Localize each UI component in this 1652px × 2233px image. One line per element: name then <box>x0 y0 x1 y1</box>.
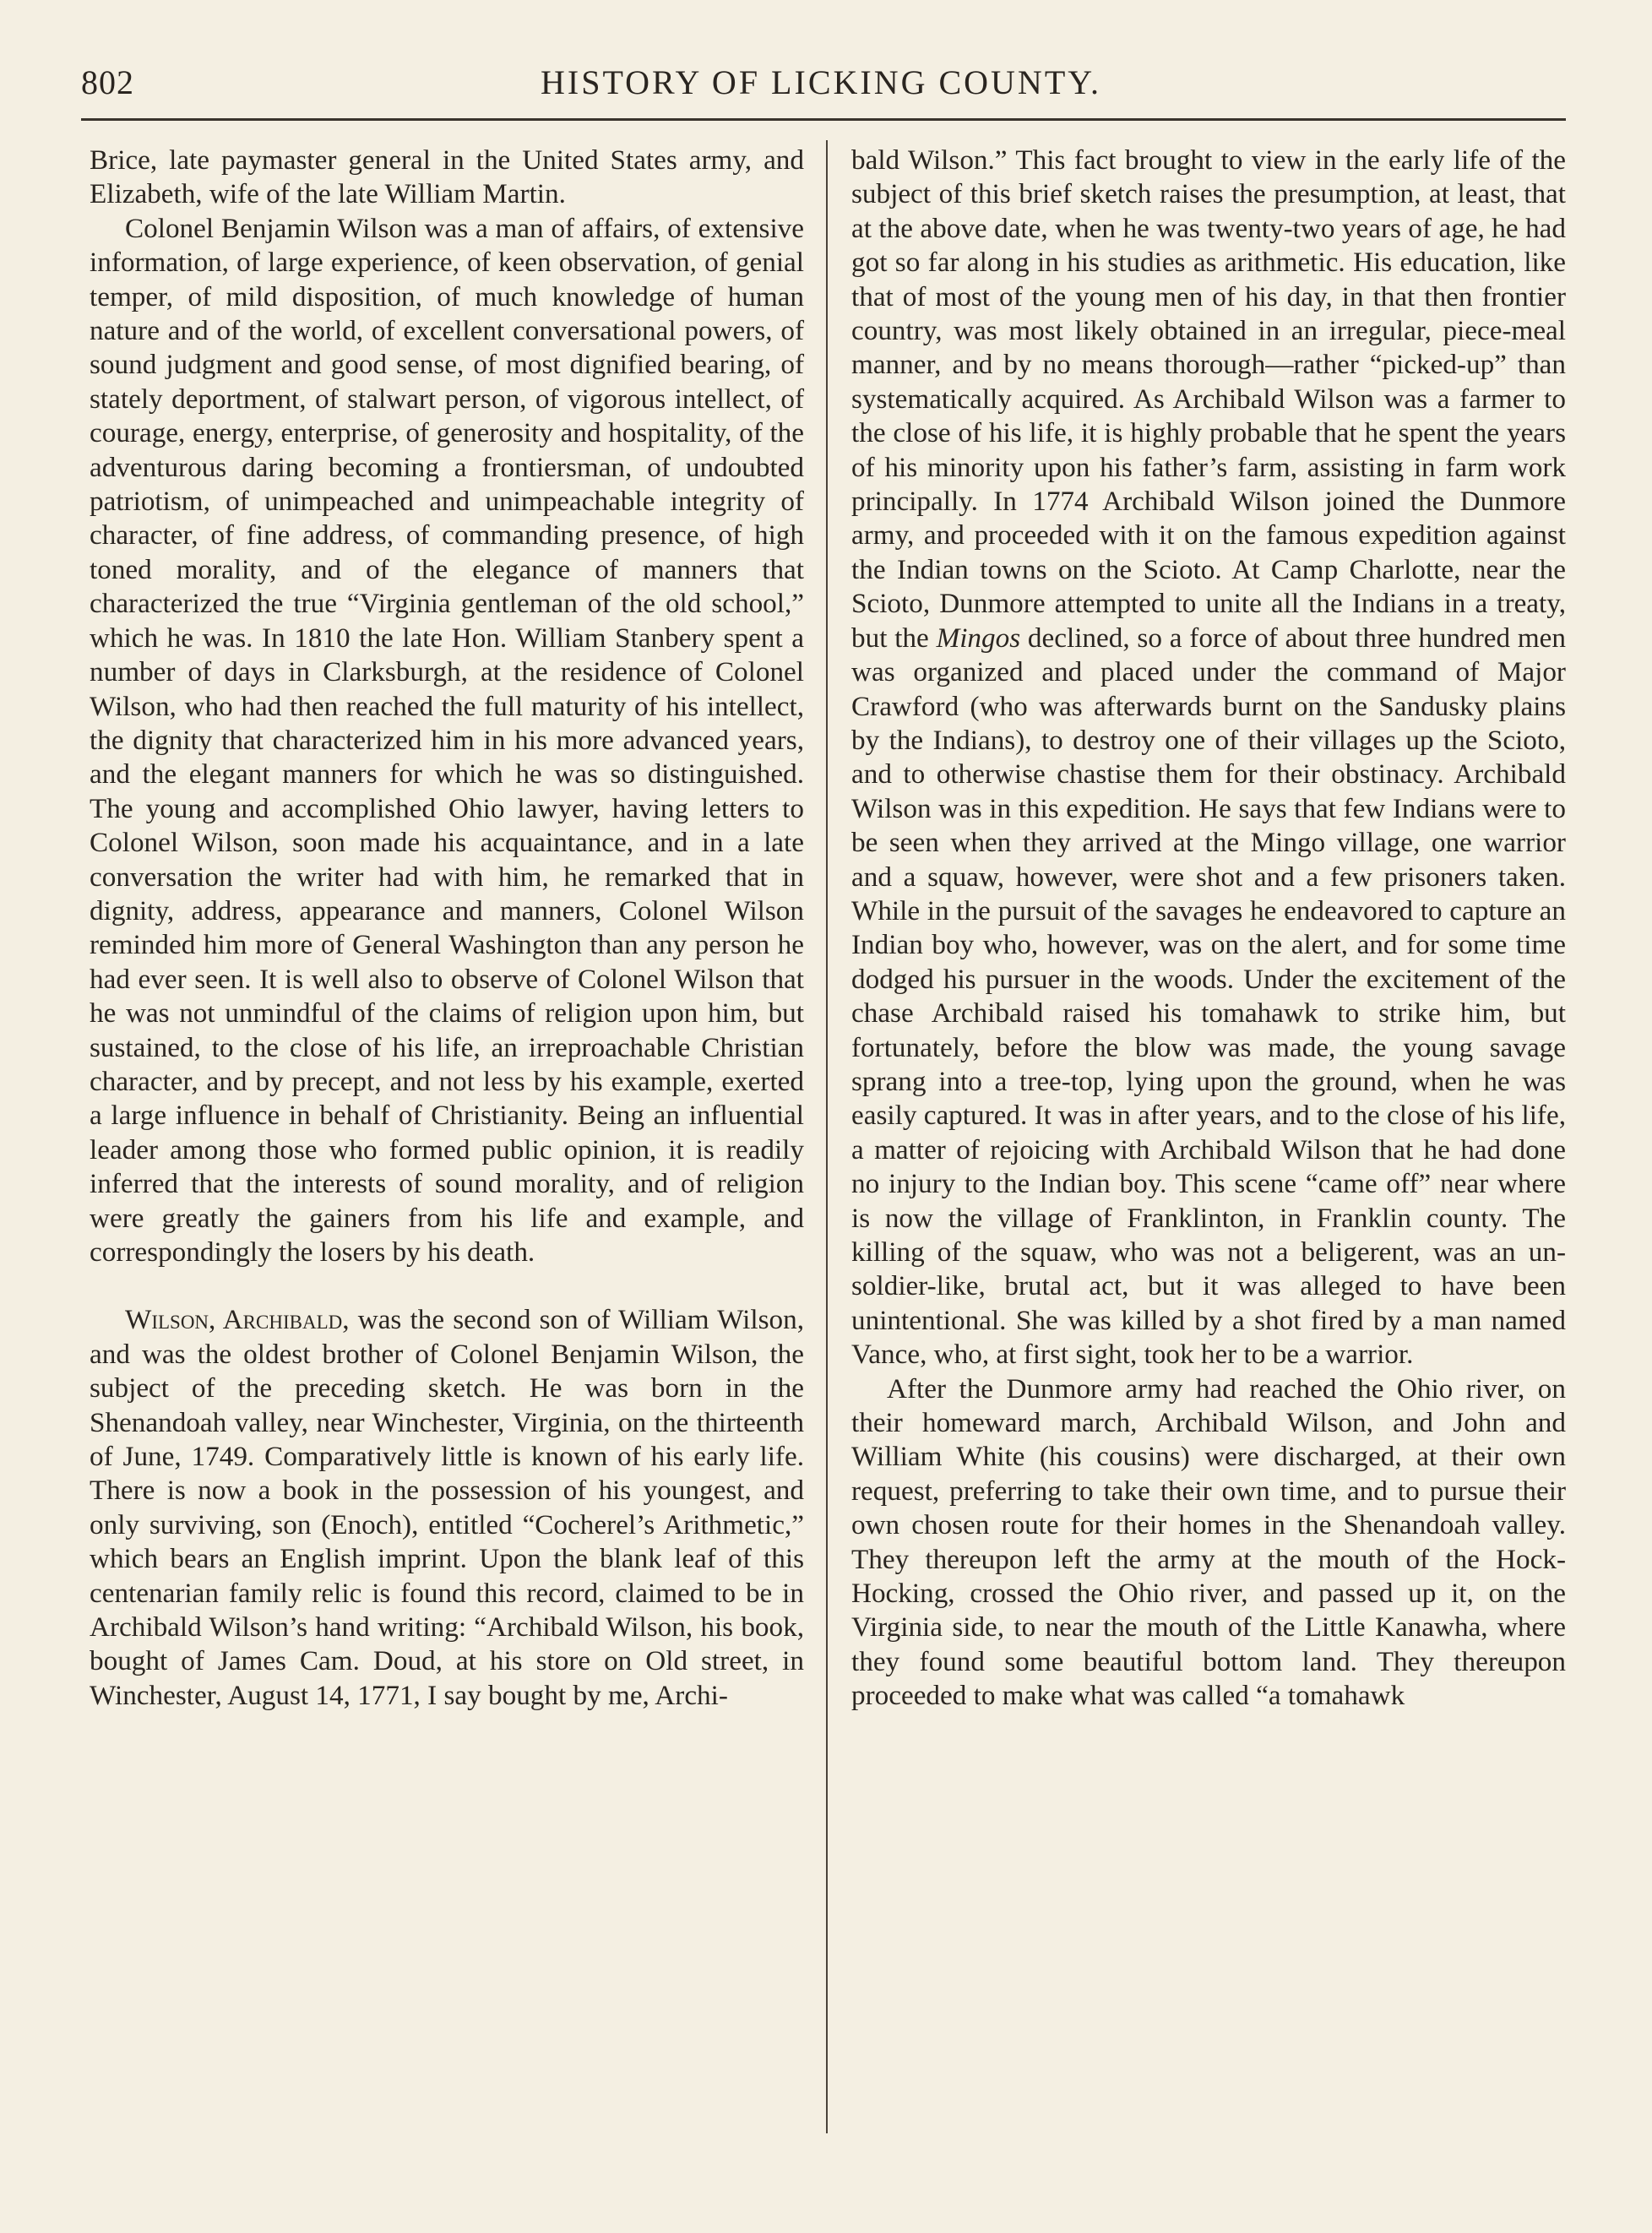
column-divider <box>826 140 828 2133</box>
section-spacer <box>90 1269 804 1303</box>
page-header <box>81 62 1561 113</box>
paragraph-continuation: Brice, late paymaster general in the United States army, and Elizabeth, wife of the late William Martin. <box>90 144 804 210</box>
entry-text: was the second son of William Wilson, and was the oldest brother of Colonel Benjamin Wilson, the subject of the preceding sketch. He was born in the Shenandoah valley, near Winchester, Virginia, on the thirteenth of June, 1749. Comparatively little is known of his early life. There is now a book in the possession of his youngest, and only surviving, son (Enoch), entitled “Cocherel’s Arithmetic,” which bears an English imprint. Upon the blank leaf of this centenarian family relic is found this record, claimed to be in Archibald Wilson’s hand writing: “Archibald Wilson, his book, bought of James Cam. Doud, at his store on Old street, in Winchester, August 14, 1771, I say bought by me, Archi- <box>90 1304 804 1711</box>
header-rule <box>81 118 1566 121</box>
paragraph-archibald-wilson-intro <box>90 1303 804 1713</box>
italic-term-mingos: Mingos <box>936 622 1021 654</box>
paragraph-benjamin-wilson-character: Colonel Benjamin Wilson was a man of affairs, of extensive information, of large experience, of keen observation, of genial temper, of mild disposition, of much knowledge of human nature and of the world, of excellent conversational powers, of sound judgment and good sense, of most dignified bearing, of stately deportment, of stalwart person, of vigorous intellect, of courage, energy, enterprise, of generosity and hospitality, of the adventurous daring becoming a frontiersman, of undoubted patriotism, of unimpeached and unimpeachable integrity of character, of fine address, of commanding presence, of high toned morality, and of the elegance of manners that characterized the true “Virginia gentleman of the old school,” which he was. In 1810 the late Hon. William Stanbery spent a number of days in Clarksburgh, at the residence of Colonel Wilson, who had then reached the full maturity of his intellect, the dignity that characterized him in his more advanced years, and the elegant manners for which he was so distinguished. The young and accomplished Ohio lawyer, having letters to Colonel Wilson, soon made his acquaintance, and in a late conversation the writer had with him, he remarked that in dignity, address, appearance and manners, Colonel Wilson reminded him more of General Washington than any person he had ever seen. It is well also to observe of Colonel Wilson that he was not unmindful of the claims of religion upon him, but sustained, to the close of his life, an irreproachable Christian character, and by precept, and not less by his example, exerted a large influence in behalf of Christianity. Being an influential leader among those who formed public opinion, it is readily inferred that the interests of sound morality, and of religion were greatly the gainers from his life and example, and correspondingly the losers by his death. <box>90 212 804 1268</box>
running-title: HISTORY OF LICKING COUNTY. <box>541 63 1101 101</box>
paragraph-text-end: declined, so a force of about three hundred men was organized and placed under the command of Major Crawford (who was afterwards burnt on the Sandusky plains by the Indians), to destroy one of their villages up the Scioto, and to otherwise chastise them for their obstinacy. Archibald Wilson was in this expedition. He says that few Indians were to be seen when they arrived at the Mingo village, one warrior and a squaw, however, were shot and a few prisoners taken. While in the pursuit of the savages he endeavored to capture an Indian boy who, however, was on the alert, and for some time dodged his pursuer in the woods. Under the excitement of the chase Archibald raised his tomahawk to strike him, but fortunately, before the blow was made, the young savage sprang into a tree-top, lying upon the ground, when he was easily captured. It was in after years, and to the close of his life, a matter of rejoicing with Archibald Wilson that he had done no injury to the Indian boy. This scene “came off” near where is now the village of Franklinton, in Franklin county. The killing of the squaw, who was not a beligerent, was an un-soldier-like, brutal act, but it was alleged to have been unintentional. She was killed by a shot fired by a man named Vance, who, at first sight, took her to be a warrior. <box>851 622 1567 1371</box>
entry-name-archibald-wilson: Wilson, Archibald, <box>125 1304 350 1336</box>
paragraph-archibald-education <box>851 144 1566 1372</box>
paragraph-dunmore-army-return: After the Dunmore army had reached the Ohio river, on their homeward march, Archibald Wilson, and John and William White (his cousins) were discharged, at their own request, preferring to take their own time, and to pursue their own chosen route for their homes in the Shenandoah valley. They thereupon left the army at the mouth of the Hock-Hocking, crossed the Ohio river, and passed up it, on the Virginia side, to near the mouth of the Little Kanawha, where they found some beautiful bottom land. They thereupon proceeded to make what was called “a tomahawk <box>851 1372 1566 1712</box>
page-number: 802 <box>81 63 134 101</box>
right-column <box>851 144 1566 1714</box>
paragraph-text-start: bald Wilson.” This fact brought to view in the early life of the subject of this brief sketch raises the presumption, at least, that at the above date, when he was twenty-two years of age, he had got so far along in his studies as arithmetic. His education, like that of most of the young men of his day, in that then frontier country, was most likely obtained in an irregular, piece-meal manner, and by no means thorough—rather “picked-up” than systematically acquired. As Archibald Wilson was a farmer to the close of his life, it is highly probable that he spent the years of his minority upon his father’s farm, assisting in farm work principally. In 1774 Archibald Wilson joined the Dunmore army, and proceeded with it on the famous expedition against the Indian towns on the Scioto. At Camp Charlotte, near the Scioto, Dunmore attempted to unite all the Indians in a treaty, but the <box>851 144 1566 654</box>
left-column <box>90 144 804 1713</box>
